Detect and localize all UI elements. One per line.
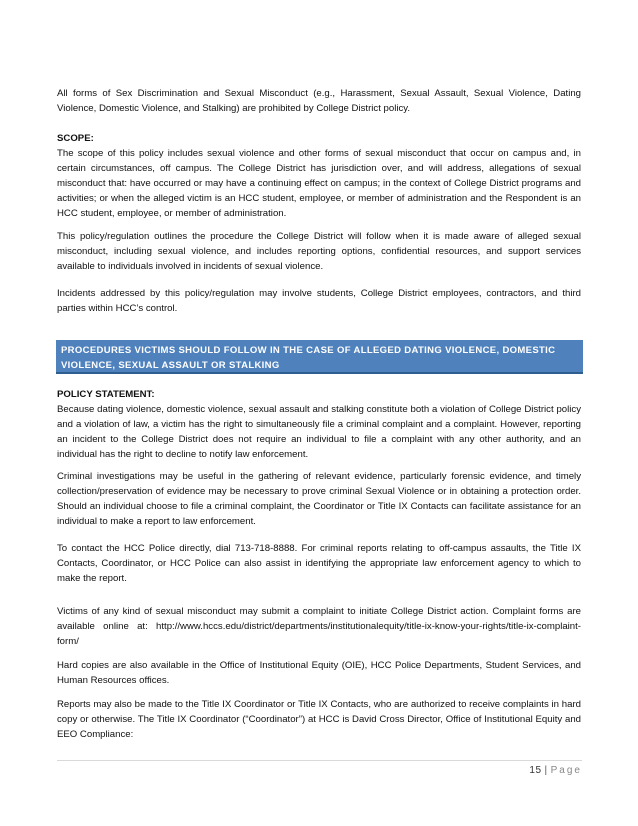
section-banner-title: PROCEDURES VICTIMS SHOULD FOLLOW IN THE CASE OF ALLEGED DATING VIOLENCE, DOMESTIC VIOLENCE, SEXUAL ASSAULT OR STALKING [61, 345, 556, 371]
policy-statement-section [57, 387, 581, 462]
footer-divider [57, 760, 582, 761]
scope-paragraph: This policy/regulation outlines the procedure the College District will follow when it is made aware of alleged sexual misconduct, including sexual violence, and includes reporting options, confidential resources, and support services available to individuals involved in incidents of sexual violence. [57, 231, 581, 272]
policy-paragraph: Criminal investigations may be useful in the gathering of relevant evidence, particularly forensic evidence, and timely collection/preservation of evidence may be necessary to prove criminal Sexual Violence or in obtaining a protection order. Should an individual choose to file a criminal complaint, the Coordinator or Title IX Contacts can facilitate assistance for an individual to make a report to law enforcement. [57, 471, 581, 527]
section-banner [56, 340, 583, 374]
page-number [529, 765, 582, 776]
page-word: Page [550, 765, 582, 776]
policy-paragraph: Hard copies are also available in the Office of Institutional Equity (OIE), HCC Police Departments, Student Services, and Human Resources offices. [57, 660, 581, 686]
policy-statement-heading: POLICY STATEMENT: [57, 389, 155, 400]
page-number-value: 15 [529, 765, 542, 776]
policy-paragraph: Victims of any kind of sexual misconduct may submit a complaint to initiate College District action. Complaint forms are available online at: http://www.hccs.edu/district/departments/institutionalequity/title-ix-know-your-rights/title-ix-complaint-form/ [57, 606, 581, 647]
scope-section [57, 131, 581, 221]
policy-paragraph: To contact the HCC Police directly, dial 713-718-8888. For criminal reports relating to off-campus assaults, the Title IX Contacts, Coordinator, or HCC Police can also assist in identifying the appropriate law enforcement agency to which to make the report. [57, 543, 581, 584]
scope-paragraph: Incidents addressed by this policy/regulation may involve students, College District employees, contractors, and third parties within HCC’s control. [57, 288, 581, 314]
policy-paragraph: Because dating violence, domestic violence, sexual assault and stalking constitute both a violation of College District policy and a violation of law, a victim has the right to simultaneously file a criminal complaint and a complaint. However, reporting an incident to the College District does not require an individual to file a complaint with any other authority, and an individual has the right to decline to notify law enforcement. [57, 404, 581, 460]
policy-paragraph: Reports may also be made to the Title IX Coordinator or Title IX Contacts, who are authorized to receive complaints in hard copy or otherwise. The Title IX Coordinator (“Coordinator”) at HCC is David Cross Director, Office of Institutional Equity and EEO Compliance: [57, 699, 581, 740]
page-number-separator: | [544, 765, 548, 776]
intro-paragraph: All forms of Sex Discrimination and Sexual Misconduct (e.g., Harassment, Sexual Assault, Sexual Violence, Dating Violence, Domestic Violence, and Stalking) are prohibited by College District policy. [57, 88, 581, 114]
scope-heading: SCOPE: [57, 133, 94, 144]
scope-paragraph: The scope of this policy includes sexual violence and other forms of sexual misconduct that occur on campus and, in certain circumstances, off campus. The College District has jurisdiction over, and will address, allegations of sexual misconduct that: have occurred or may have a continuing effect on campus; in the context of College District programs and activities; or when the alleged victim is an HCC student, employee, or member of administration and the Respondent is an HCC student, employee, or member of administration. [57, 148, 581, 219]
